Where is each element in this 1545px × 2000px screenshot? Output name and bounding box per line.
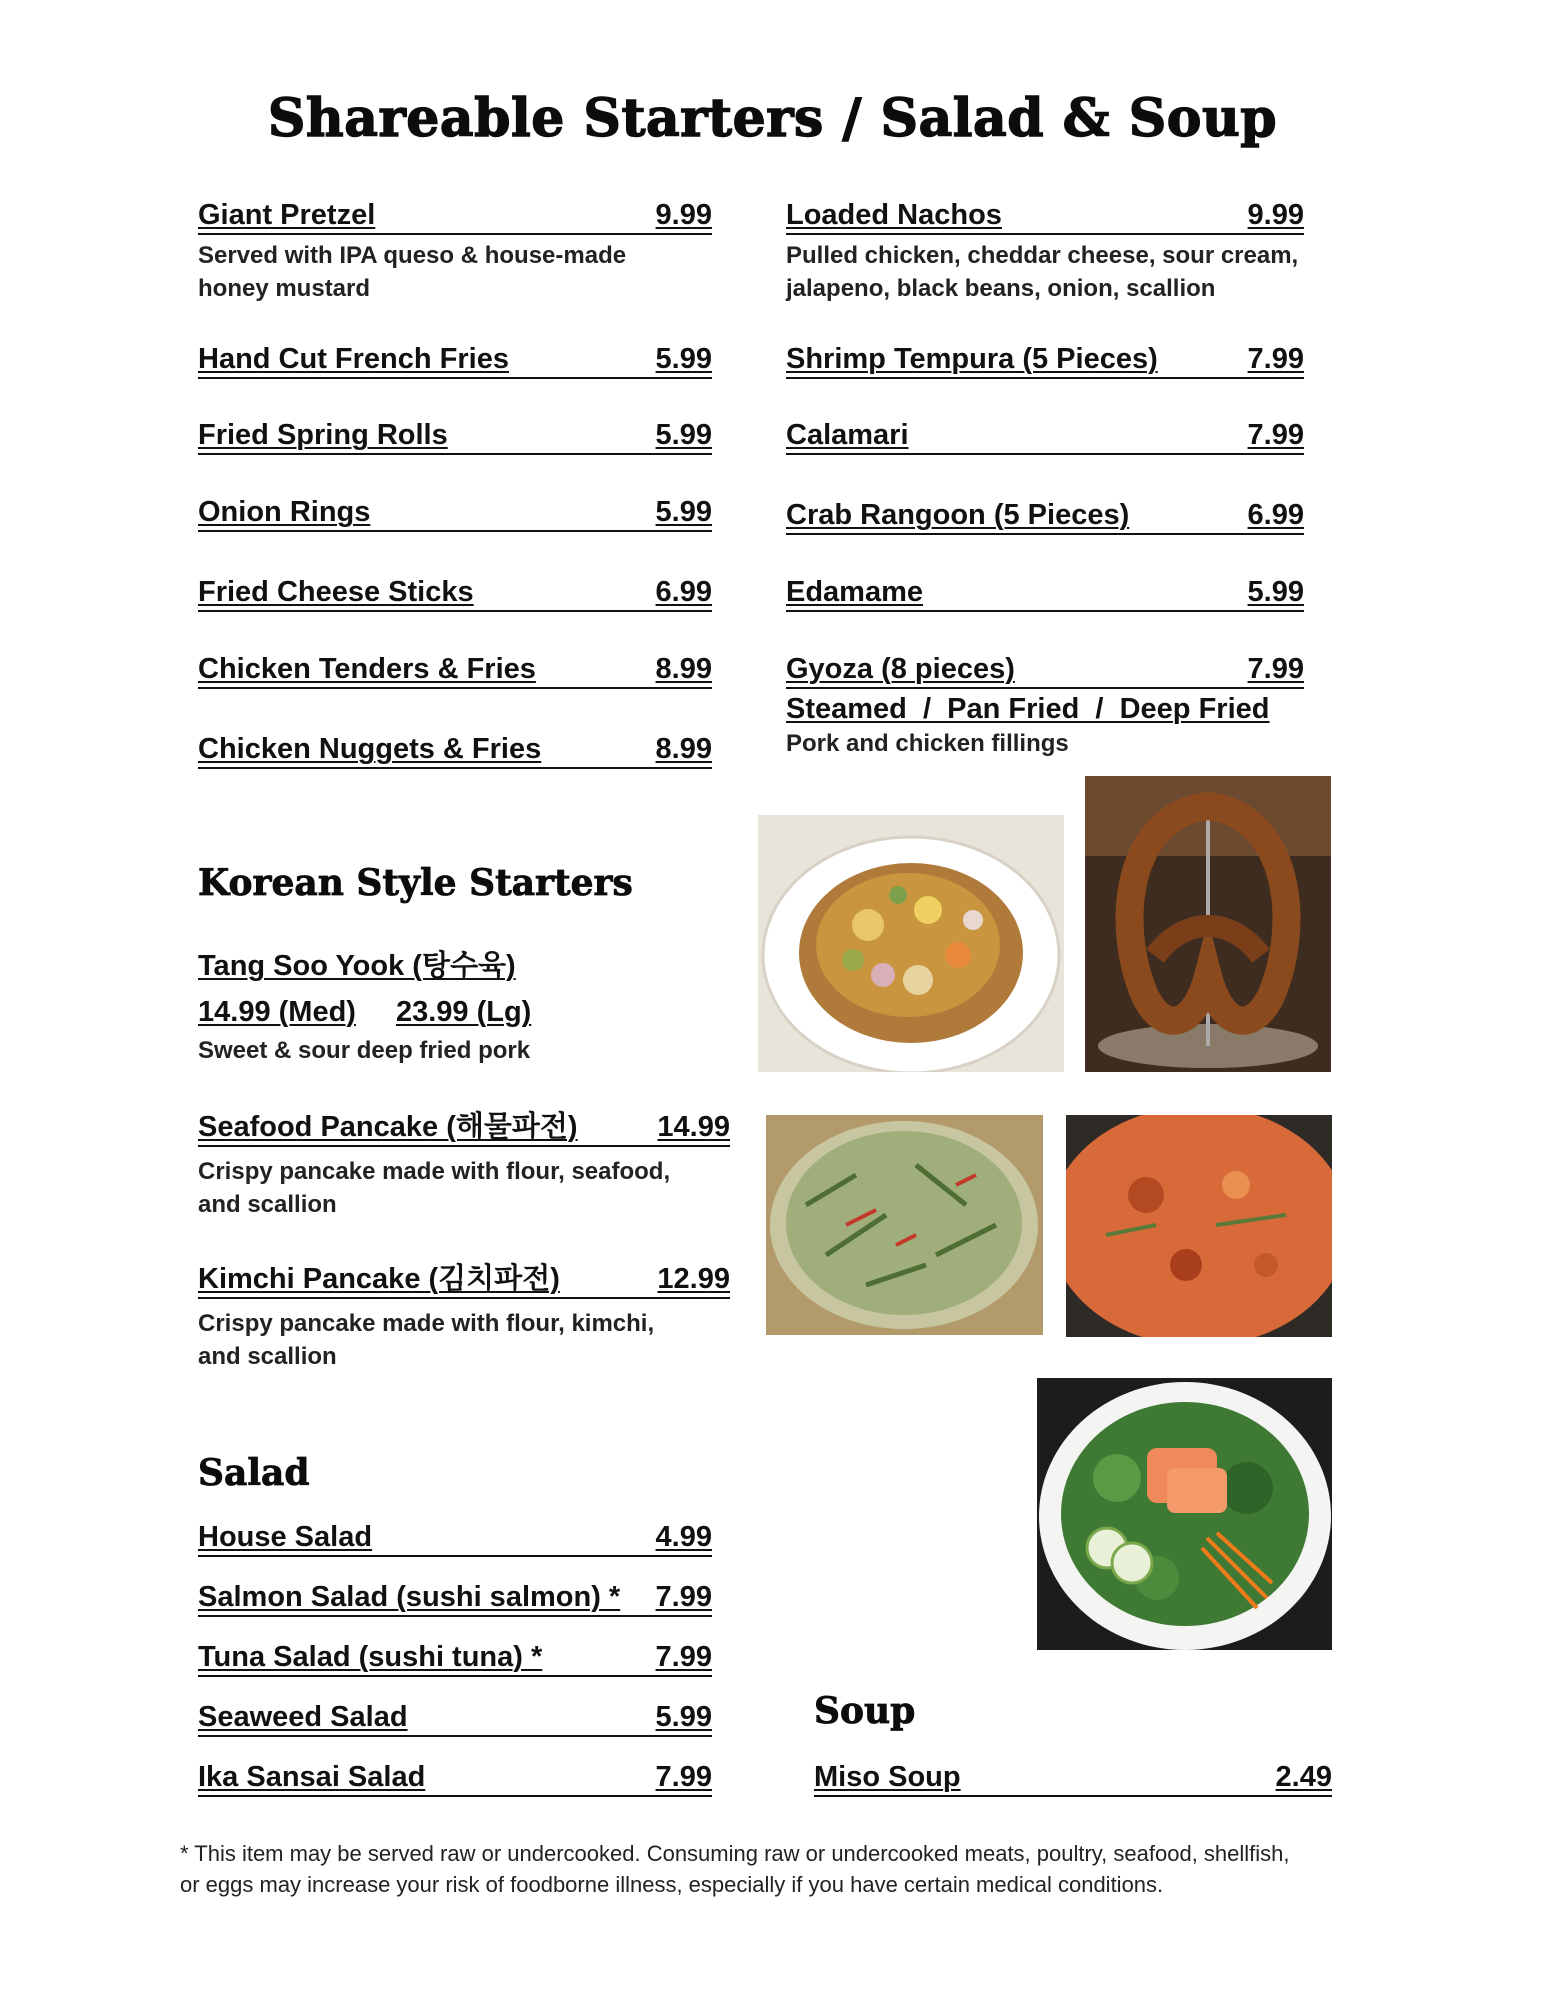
raw-food-warning: [180, 1838, 1380, 1900]
menu-item-seafood-pancake: [198, 1110, 730, 1221]
menu-item-tang-soo-yook: [198, 948, 718, 1067]
menu-item-salmon-salad: [198, 1580, 712, 1617]
item-price: 5.99: [655, 419, 712, 451]
menu-item-edamame: [786, 575, 1304, 612]
item-description: Sweet & sour deep fried pork: [198, 1037, 531, 1064]
item-price: 5.99: [655, 1701, 712, 1733]
item-name: Tang Soo Yook (탕수육): [198, 950, 516, 982]
item-price: 5.99: [1247, 576, 1304, 608]
gyoza-options: Steamed / Pan Fried / Deep Fried: [786, 693, 1270, 725]
item-price: 4.99: [655, 1521, 712, 1553]
seafood-pancake-photo: [766, 1115, 1043, 1335]
item-name: Giant Pretzel: [198, 199, 376, 231]
menu-item-giant-pretzel: [198, 198, 712, 305]
item-description: jalapeno, black beans, onion, scallion: [786, 275, 1216, 302]
item-name: Chicken Tenders & Fries: [198, 653, 536, 685]
footnote-line: or eggs may increase your risk of foodborne illness, especially if you have certain medical conditions.: [180, 1872, 1164, 1897]
item-name: Fried Cheese Sticks: [198, 576, 474, 608]
kimchi-pancake-photo: [1066, 1115, 1332, 1337]
item-name: House Salad: [198, 1521, 373, 1553]
item-name: Calamari: [786, 419, 909, 451]
menu-item-french-fries: [198, 342, 712, 379]
salmon-salad-photo: [1037, 1378, 1332, 1650]
item-name: Seaweed Salad: [198, 1701, 408, 1733]
item-name: Seafood Pancake (해물파전): [198, 1111, 578, 1143]
item-price: 8.99: [655, 733, 712, 765]
item-name: Miso Soup: [814, 1761, 961, 1793]
item-price: 8.99: [655, 653, 712, 685]
menu-item-gyoza: [786, 652, 1304, 760]
menu-item-chicken-nuggets: [198, 732, 712, 769]
item-name: Salmon Salad (sushi salmon) *: [198, 1581, 621, 1613]
salad-heading: Salad: [198, 1452, 310, 1494]
item-price-medium: 14.99 (Med): [198, 996, 356, 1028]
menu-item-crab-rangoon: [786, 498, 1304, 535]
menu-item-house-salad: [198, 1520, 712, 1557]
item-name: Loaded Nachos: [786, 199, 1002, 231]
item-name: Gyoza (8 pieces): [786, 653, 1015, 685]
item-name: Fried Spring Rolls: [198, 419, 448, 451]
item-name: Kimchi Pancake (김치파전): [198, 1263, 560, 1295]
menu-item-ika-sansai-salad: [198, 1760, 712, 1797]
item-description: Pork and chicken fillings: [786, 730, 1069, 757]
item-description: and scallion: [198, 1343, 337, 1370]
item-description: honey mustard: [198, 275, 371, 302]
item-price: 7.99: [655, 1581, 712, 1613]
page-title: Shareable Starters / Salad & Soup: [267, 88, 1278, 149]
item-price-large: 23.99 (Lg): [395, 996, 532, 1028]
item-price: 7.99: [1247, 653, 1304, 685]
menu-item-onion-rings: [198, 495, 712, 532]
item-price: 6.99: [1247, 499, 1304, 531]
menu-item-loaded-nachos: [786, 198, 1304, 305]
item-price: 2.49: [1275, 1761, 1332, 1793]
item-price: 12.99: [657, 1263, 730, 1295]
item-name: Tuna Salad (sushi tuna) *: [198, 1641, 543, 1673]
menu-item-tuna-salad: [198, 1640, 712, 1677]
item-name: Chicken Nuggets & Fries: [198, 733, 542, 765]
footnote-line: * This item may be served raw or undercooked. Consuming raw or undercooked meats, poultry, seafood, shellfish,: [180, 1841, 1290, 1866]
menu-item-calamari: [786, 418, 1304, 455]
item-price: 7.99: [1247, 343, 1304, 375]
item-price: 6.99: [655, 576, 712, 608]
menu-item-spring-rolls: [198, 418, 712, 455]
menu-item-cheese-sticks: [198, 575, 712, 612]
item-description: Served with IPA queso & house-made: [198, 242, 627, 269]
menu-item-shrimp-tempura: [786, 342, 1304, 379]
item-price: 5.99: [655, 496, 712, 528]
menu-item-miso-soup: [814, 1760, 1332, 1797]
item-price: 7.99: [655, 1761, 712, 1793]
item-description: Crispy pancake made with flour, seafood,: [198, 1158, 671, 1185]
item-price: 7.99: [655, 1641, 712, 1673]
menu-item-seaweed-salad: [198, 1700, 712, 1737]
item-description: Crispy pancake made with flour, kimchi,: [198, 1310, 655, 1337]
item-description: Pulled chicken, cheddar cheese, sour cream,: [786, 242, 1299, 269]
item-price: 9.99: [1247, 199, 1304, 231]
item-price: 9.99: [655, 199, 712, 231]
item-price: 7.99: [1247, 419, 1304, 451]
menu-item-kimchi-pancake: [198, 1262, 730, 1373]
item-name: Crab Rangoon (5 Pieces): [786, 499, 1130, 531]
menu-item-chicken-tenders: [198, 652, 712, 689]
item-description: and scallion: [198, 1191, 337, 1218]
item-price: 5.99: [655, 343, 712, 375]
item-name: Edamame: [786, 576, 924, 608]
item-price: 14.99: [657, 1111, 730, 1143]
item-name: Hand Cut French Fries: [198, 343, 509, 375]
item-name: Shrimp Tempura (5 Pieces): [786, 343, 1158, 375]
soup-heading: Soup: [814, 1690, 916, 1732]
korean-starters-heading: Korean Style Starters: [198, 862, 633, 904]
tang-soo-yook-photo: [758, 815, 1064, 1072]
item-name: Ika Sansai Salad: [198, 1761, 426, 1793]
pretzel-photo: [1085, 776, 1331, 1072]
item-name: Onion Rings: [198, 496, 371, 528]
